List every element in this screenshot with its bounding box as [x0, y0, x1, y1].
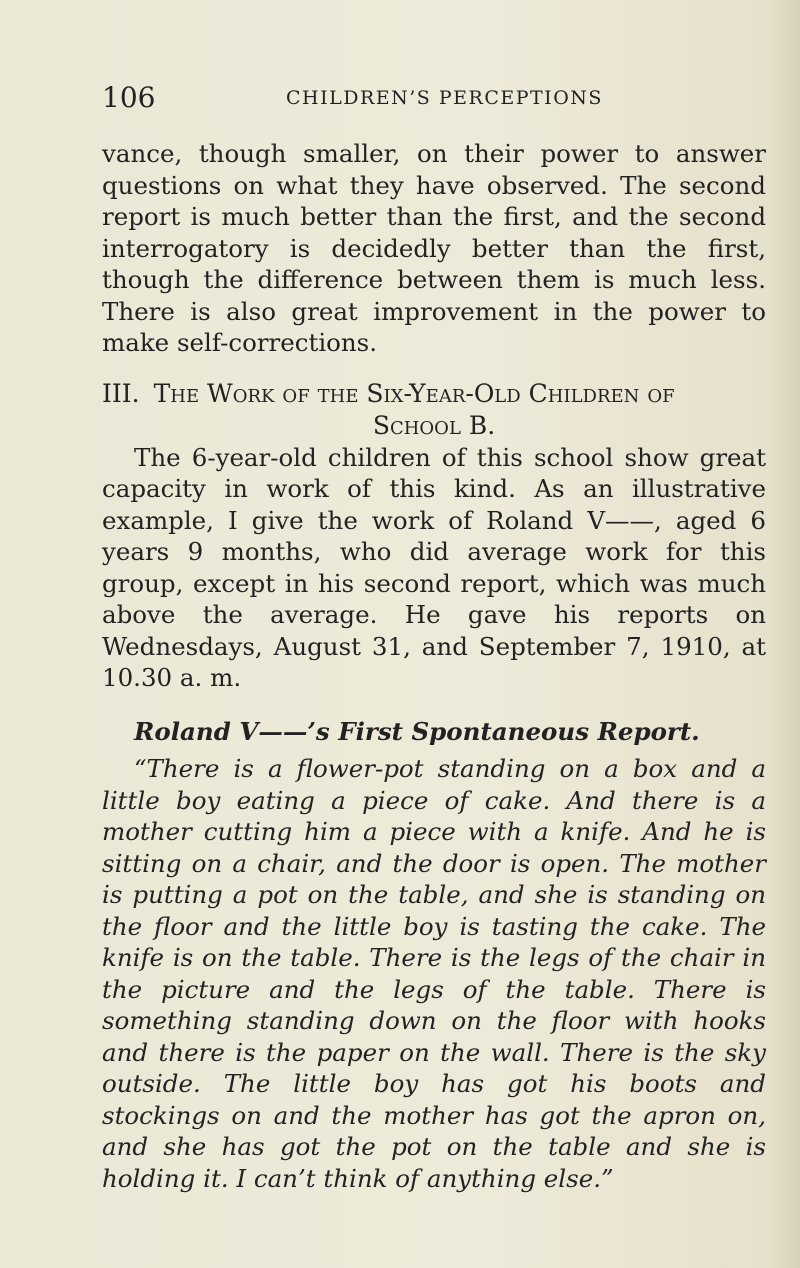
page-header: [102, 78, 768, 118]
section-heading: [102, 378, 766, 442]
paragraph-continuation: vance, though smaller, on their power to answer questions on what they have observed. The second report is much better than the first, and the second interrogatory is decidedly better than the first, though the difference between them is much less. There is also great improvement in the power to make self-corrections.: [102, 139, 766, 357]
section-heading-line-1: The Work of the Six-Year-Old Children of: [153, 378, 675, 408]
page-number: 106: [102, 81, 156, 114]
section-number: III.: [102, 378, 140, 408]
report-title: Roland V——’s First Spontaneous Report.: [134, 716, 700, 746]
page-body: [102, 138, 766, 1194]
running-title: CHILDREN’S PERCEPTIONS: [286, 87, 603, 109]
section-heading-line-2: School B.: [372, 411, 496, 440]
report-quote: “There is a flower-pot standing on a box and a little boy eating a piece of cake. And there is a mother cutting him a piece with a knife. And he is sitting on a chair, and the door is open. The mother is putting a pot on the table, and she is standing on the floor and the little boy is tasting the cake. The knife is on the table. There is the legs of the chair in the picture and the legs of the table. There is something standing down on the floor with hooks and there is the paper on the wall. There is the sky outside. The little boy has got his boots and stockings on and the mother has got the apron on, and she has got the pot on the table and she is holding it. I can’t think of anything else.”: [102, 754, 766, 1193]
paragraph-intro: The 6-year-old children of this school show great capacity in work of this kind. As an illustrative example, I give the work of Roland V——, aged 6 years 9 months, who did average work for this group, except in his second report, which was much above the average. He gave his reports on Wednesdays, August 31, and September 7, 1910, at 10.30 a. m.: [102, 442, 766, 692]
